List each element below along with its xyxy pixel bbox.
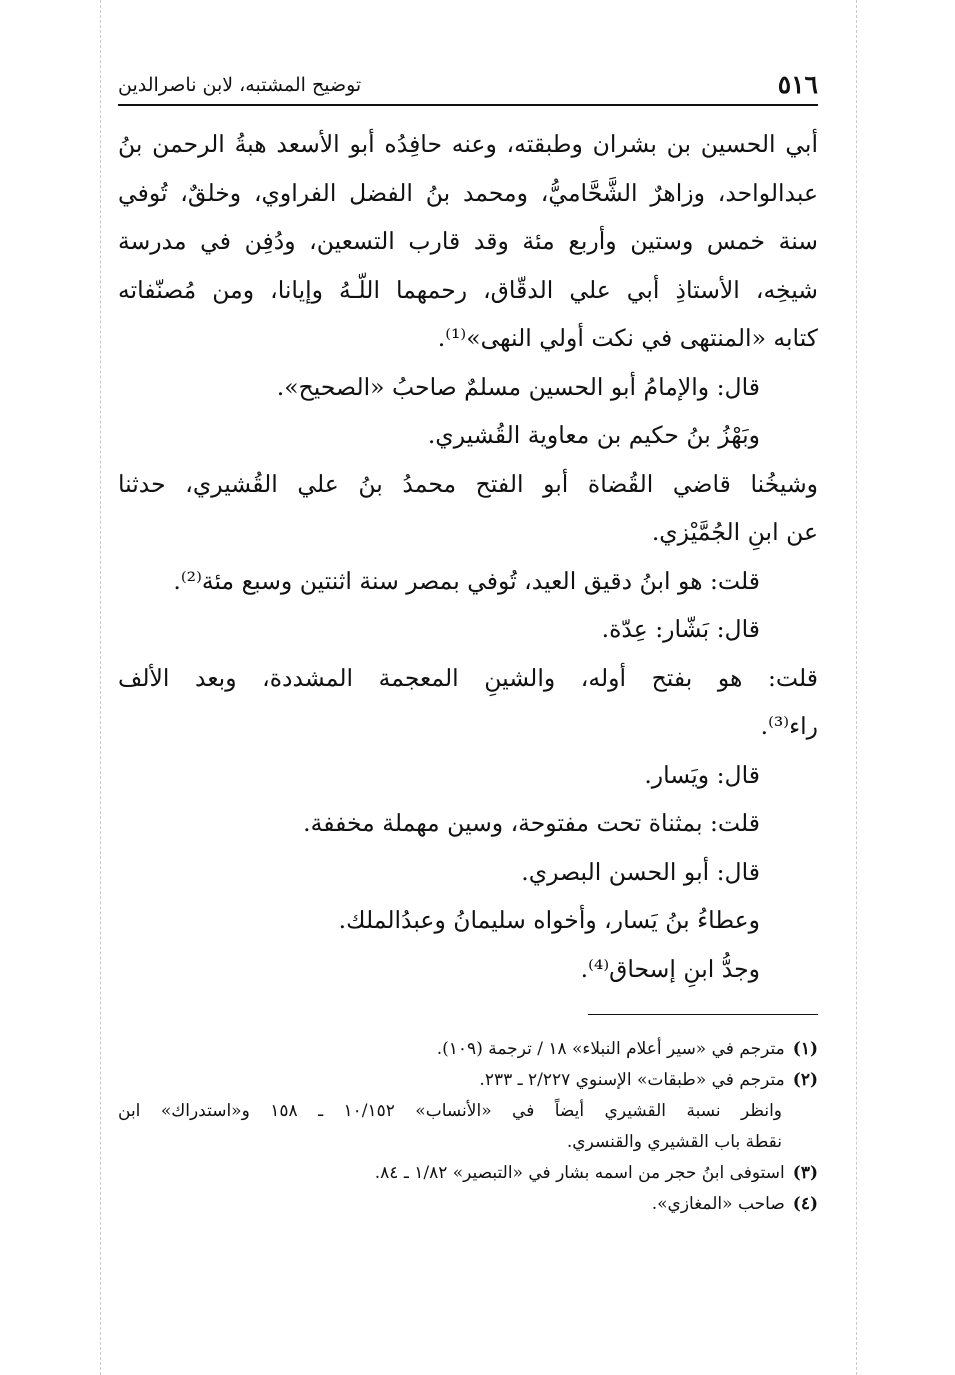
footnote-text: وانظر نسبة القشيري أيضاً في «الأنساب» ١٠/١٥٢ ـ ١٥٨ و«استدراك» ابن — [118, 1101, 783, 1121]
header-rule — [118, 104, 818, 106]
footnote-continuation — [118, 1096, 818, 1127]
text-line: أبي الحسين بن بشران وطبقته، وعنه حافِدُه أبو الأسعد هبةُ الرحمن بنُ — [118, 130, 818, 158]
text-line: قلت: هو ابنُ دقيق العيد، تُوفي بمصر سنة اثنتين وسبع مئة⁽²⁾. — [173, 566, 760, 595]
footnote-text: مترجم في «طبقات» الإسنوي ٢/٢٢٧ ـ ٢٣٣. — [479, 1070, 785, 1090]
text-line: وجدُّ ابنِ إسحاق⁽⁴⁾. — [580, 954, 760, 983]
footnote-continuation — [118, 1127, 818, 1158]
footnote-number: (٣) — [792, 1163, 818, 1183]
running-title: توضيح المشتبه، لابن ناصرالدين — [118, 74, 362, 96]
footnote — [118, 1065, 818, 1096]
text-line: وشيخُنا قاضي القُضاة أبو الفتح محمدُ بنُ علي القُشيري، حدثنا — [118, 469, 818, 498]
text-line: وعطاءُ بنُ يَسار، وأخواه سليمانُ وعبدُالملك. — [338, 906, 760, 934]
scan-guide-line — [100, 0, 101, 1375]
page-number: ٥١٦ — [777, 70, 818, 99]
text-line: قلت: بمثناة تحت مفتوحة، وسين مهملة مخففة. — [303, 809, 760, 837]
footnote-number: (٤) — [792, 1194, 818, 1214]
scan-guide-line — [856, 0, 857, 1375]
footnote-number: (٢) — [792, 1070, 818, 1090]
text-line: قلت: هو بفتح أوله، والشينِ المعجمة المشددة، وبعد الألف — [118, 663, 818, 692]
text-line: عبدالواحد، وزاهرٌ الشَّحَّاميُّ، ومحمد بنُ الفضل الفراوي، وخلقٌ، تُوفي — [118, 178, 818, 207]
footnote — [118, 1034, 818, 1065]
footnote-number: (١) — [792, 1039, 818, 1059]
text-line: راء⁽³⁾. — [760, 712, 818, 740]
text-line: شيخِه، الأستاذِ أبي علي الدقّاق، رحمهما اللّـهُ وإيانا، ومن مُصنّفاته — [118, 275, 818, 304]
text-line: عن ابنِ الجُمَّيْزي. — [651, 518, 818, 546]
text-line: قال: والإمامُ أبو الحسين مسلمٌ صاحبُ «الصحيح». — [276, 372, 760, 401]
text-line: سنة خمس وستين وأربع مئة وقد قارب التسعين، ودُفِن في مدرسة — [118, 227, 818, 255]
footnote-text: استوفى ابنُ حجر من اسمه بشار في «التبصير» ١/٨٢ ـ ٨٤. — [374, 1163, 785, 1183]
footnote-text: مترجم في «سير أعلام النبلاء» ١٨ / ترجمة (١٠٩). — [436, 1039, 785, 1059]
page-header — [118, 68, 818, 100]
text-line: قال: ويَسار. — [644, 760, 760, 789]
footnote — [118, 1158, 818, 1189]
footnote-text: نقطة باب القشيري والقنسري. — [566, 1132, 782, 1152]
footnote — [118, 1189, 818, 1220]
text-line: كتابه «المنتهى في نكت أولي النهى»⁽¹⁾. — [437, 324, 818, 352]
footnote-separator — [588, 1014, 818, 1015]
footnotes — [118, 1034, 818, 1220]
text-line: قال: بَشّار: عِدّة. — [601, 615, 760, 643]
text-line: قال: أبو الحسن البصري. — [521, 857, 760, 886]
text-line: وبَهْزُ بنُ حكيم بن معاوية القُشيري. — [427, 421, 760, 449]
footnote-text: صاحب «المغازي». — [651, 1194, 785, 1214]
main-text — [118, 120, 818, 993]
